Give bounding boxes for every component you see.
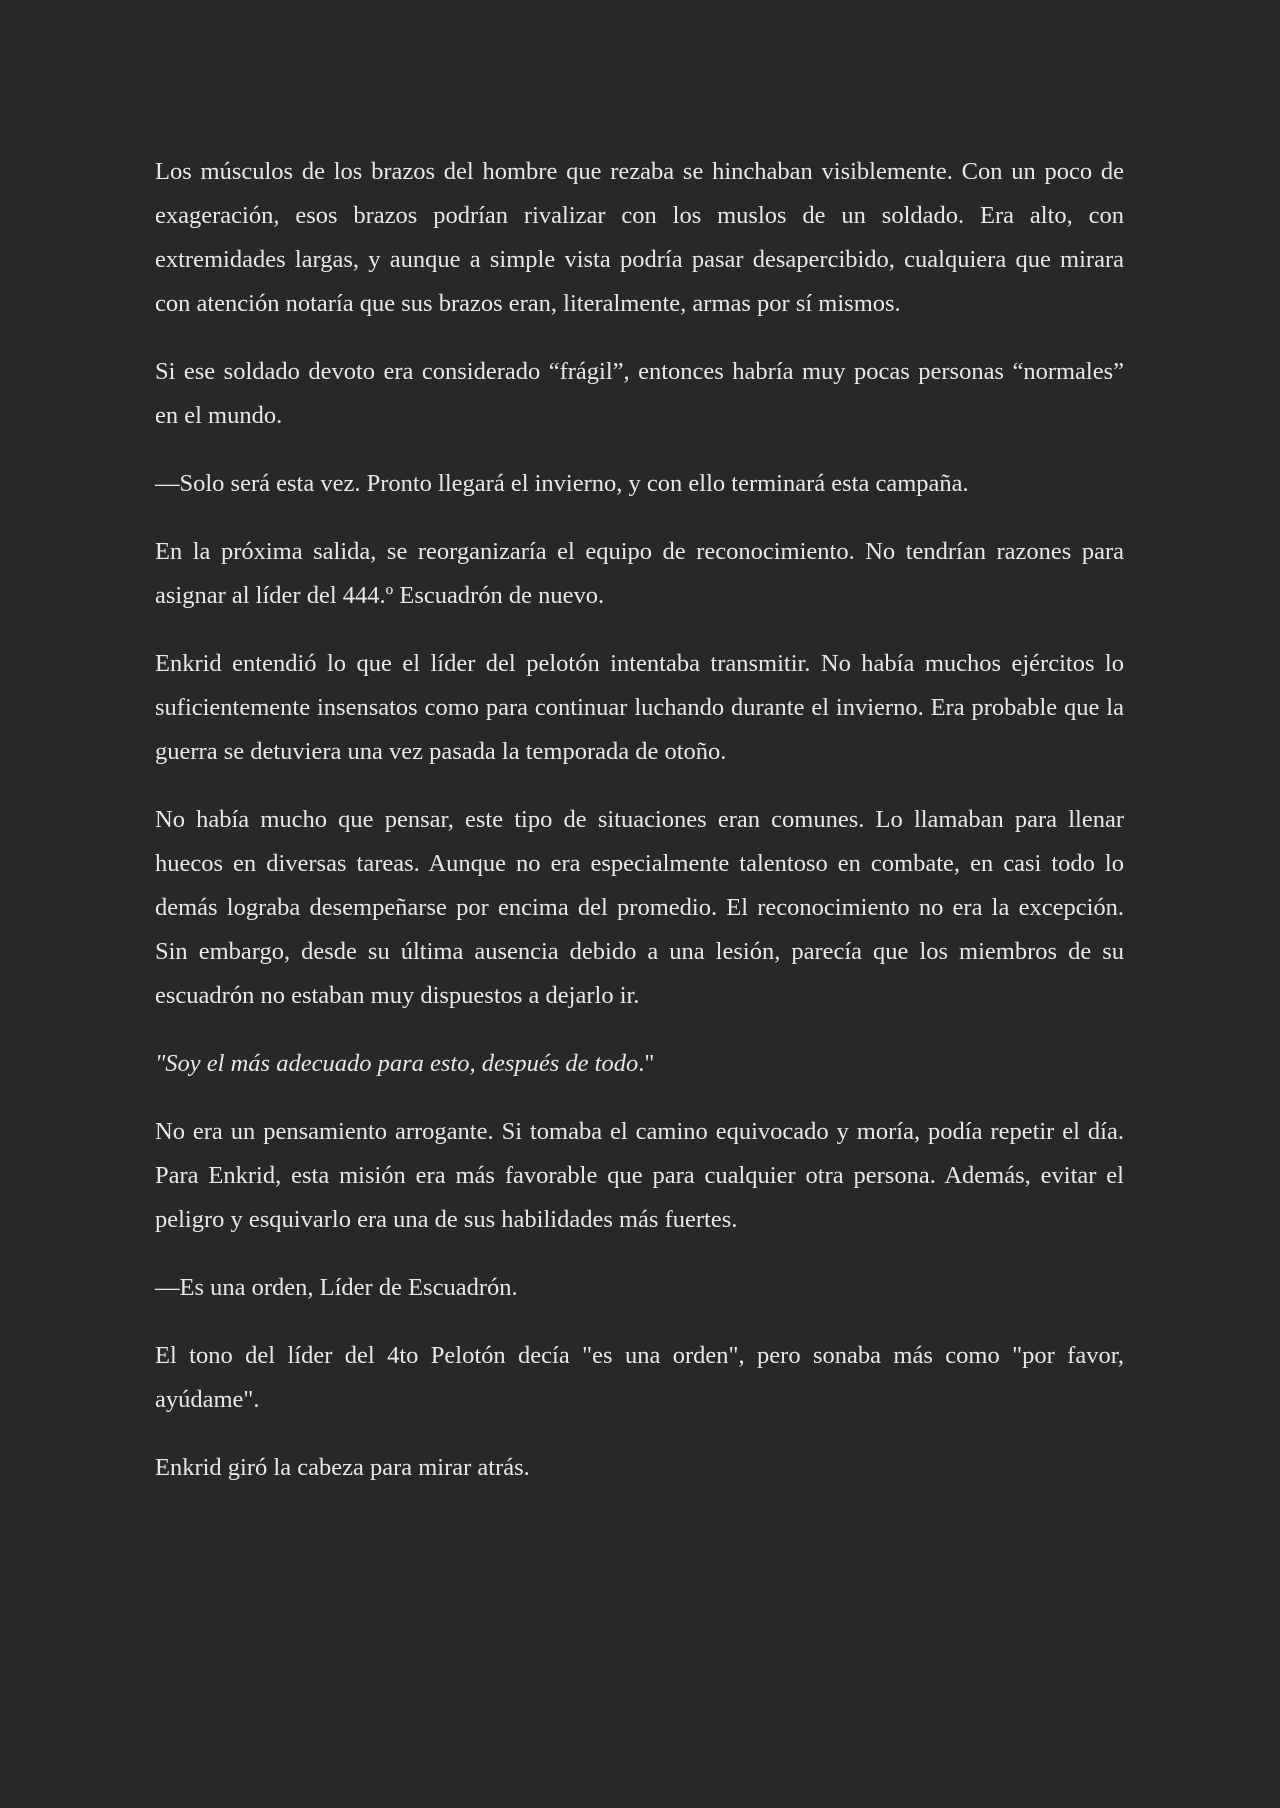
paragraph-5: Enkrid entendió lo que el líder del pelotón intentaba transmitir. No había muchos ejércitos lo suficientemente insensatos como para continuar luchando durante el invierno. Era probable que la guerra se detuviera una vez pasada la temporada de otoño. (155, 650, 1124, 765)
paragraph-3-dialogue: —Solo será esta vez. Pronto llegará el invierno, y con ello terminará esta campaña. (155, 470, 969, 497)
paragraph-6: No había mucho que pensar, este tipo de situaciones eran comunes. Lo llamaban para llenar huecos en diversas tareas. Aunque no era especialmente talentoso en combate, en casi todo lo demás lograba desempeñarse por encima del promedio. El reconocimiento no era la excepción. Sin embargo, desde su última ausencia debido a una lesión, parecía que los miembros de su escuadrón no estaban muy dispuestos a dejarlo ir. (155, 806, 1124, 1009)
paragraph-4: En la próxima salida, se reorganizaría el equipo de reconocimiento. No tendrían razones para asignar al líder del 444.º Escuadrón de nuevo. (155, 538, 1124, 609)
paragraph-9-dialogue: —Es una orden, Líder de Escuadrón. (155, 1274, 518, 1301)
paragraph-10: El tono del líder del 4to Pelotón decía "es una orden", pero sonaba más como "por favor, ayúdame". (155, 1342, 1124, 1413)
thought-text: Soy el más adecuado para esto, después de todo (165, 1050, 639, 1077)
thought-close: ." (638, 1050, 655, 1077)
paragraph-1: Los músculos de los brazos del hombre que rezaba se hinchaban visiblemente. Con un poco de exageración, esos brazos podrían rivalizar con los muslos de un soldado. Era alto, con extremidades largas, y aunque a simple vista podría pasar desapercibido, cualquiera que mirara con atención notaría que sus brazos eran, literalmente, armas por sí mismos. (155, 158, 1124, 317)
thought-open-quote: " (155, 1050, 166, 1077)
paragraph-11: Enkrid giró la cabeza para mirar atrás. (155, 1454, 530, 1481)
paragraph-7-thought (155, 1042, 1124, 1086)
paragraph-8: No era un pensamiento arrogante. Si tomaba el camino equivocado y moría, podía repetir el día. Para Enkrid, esta misión era más favorable que para cualquier otra persona. Además, evitar el peligro y esquivarlo era una de sus habilidades más fuertes. (155, 1118, 1124, 1233)
paragraph-2: Si ese soldado devoto era considerado “frágil”, entonces habría muy pocas personas “normales” en el mundo. (155, 358, 1124, 429)
chapter-text (155, 150, 1124, 1490)
